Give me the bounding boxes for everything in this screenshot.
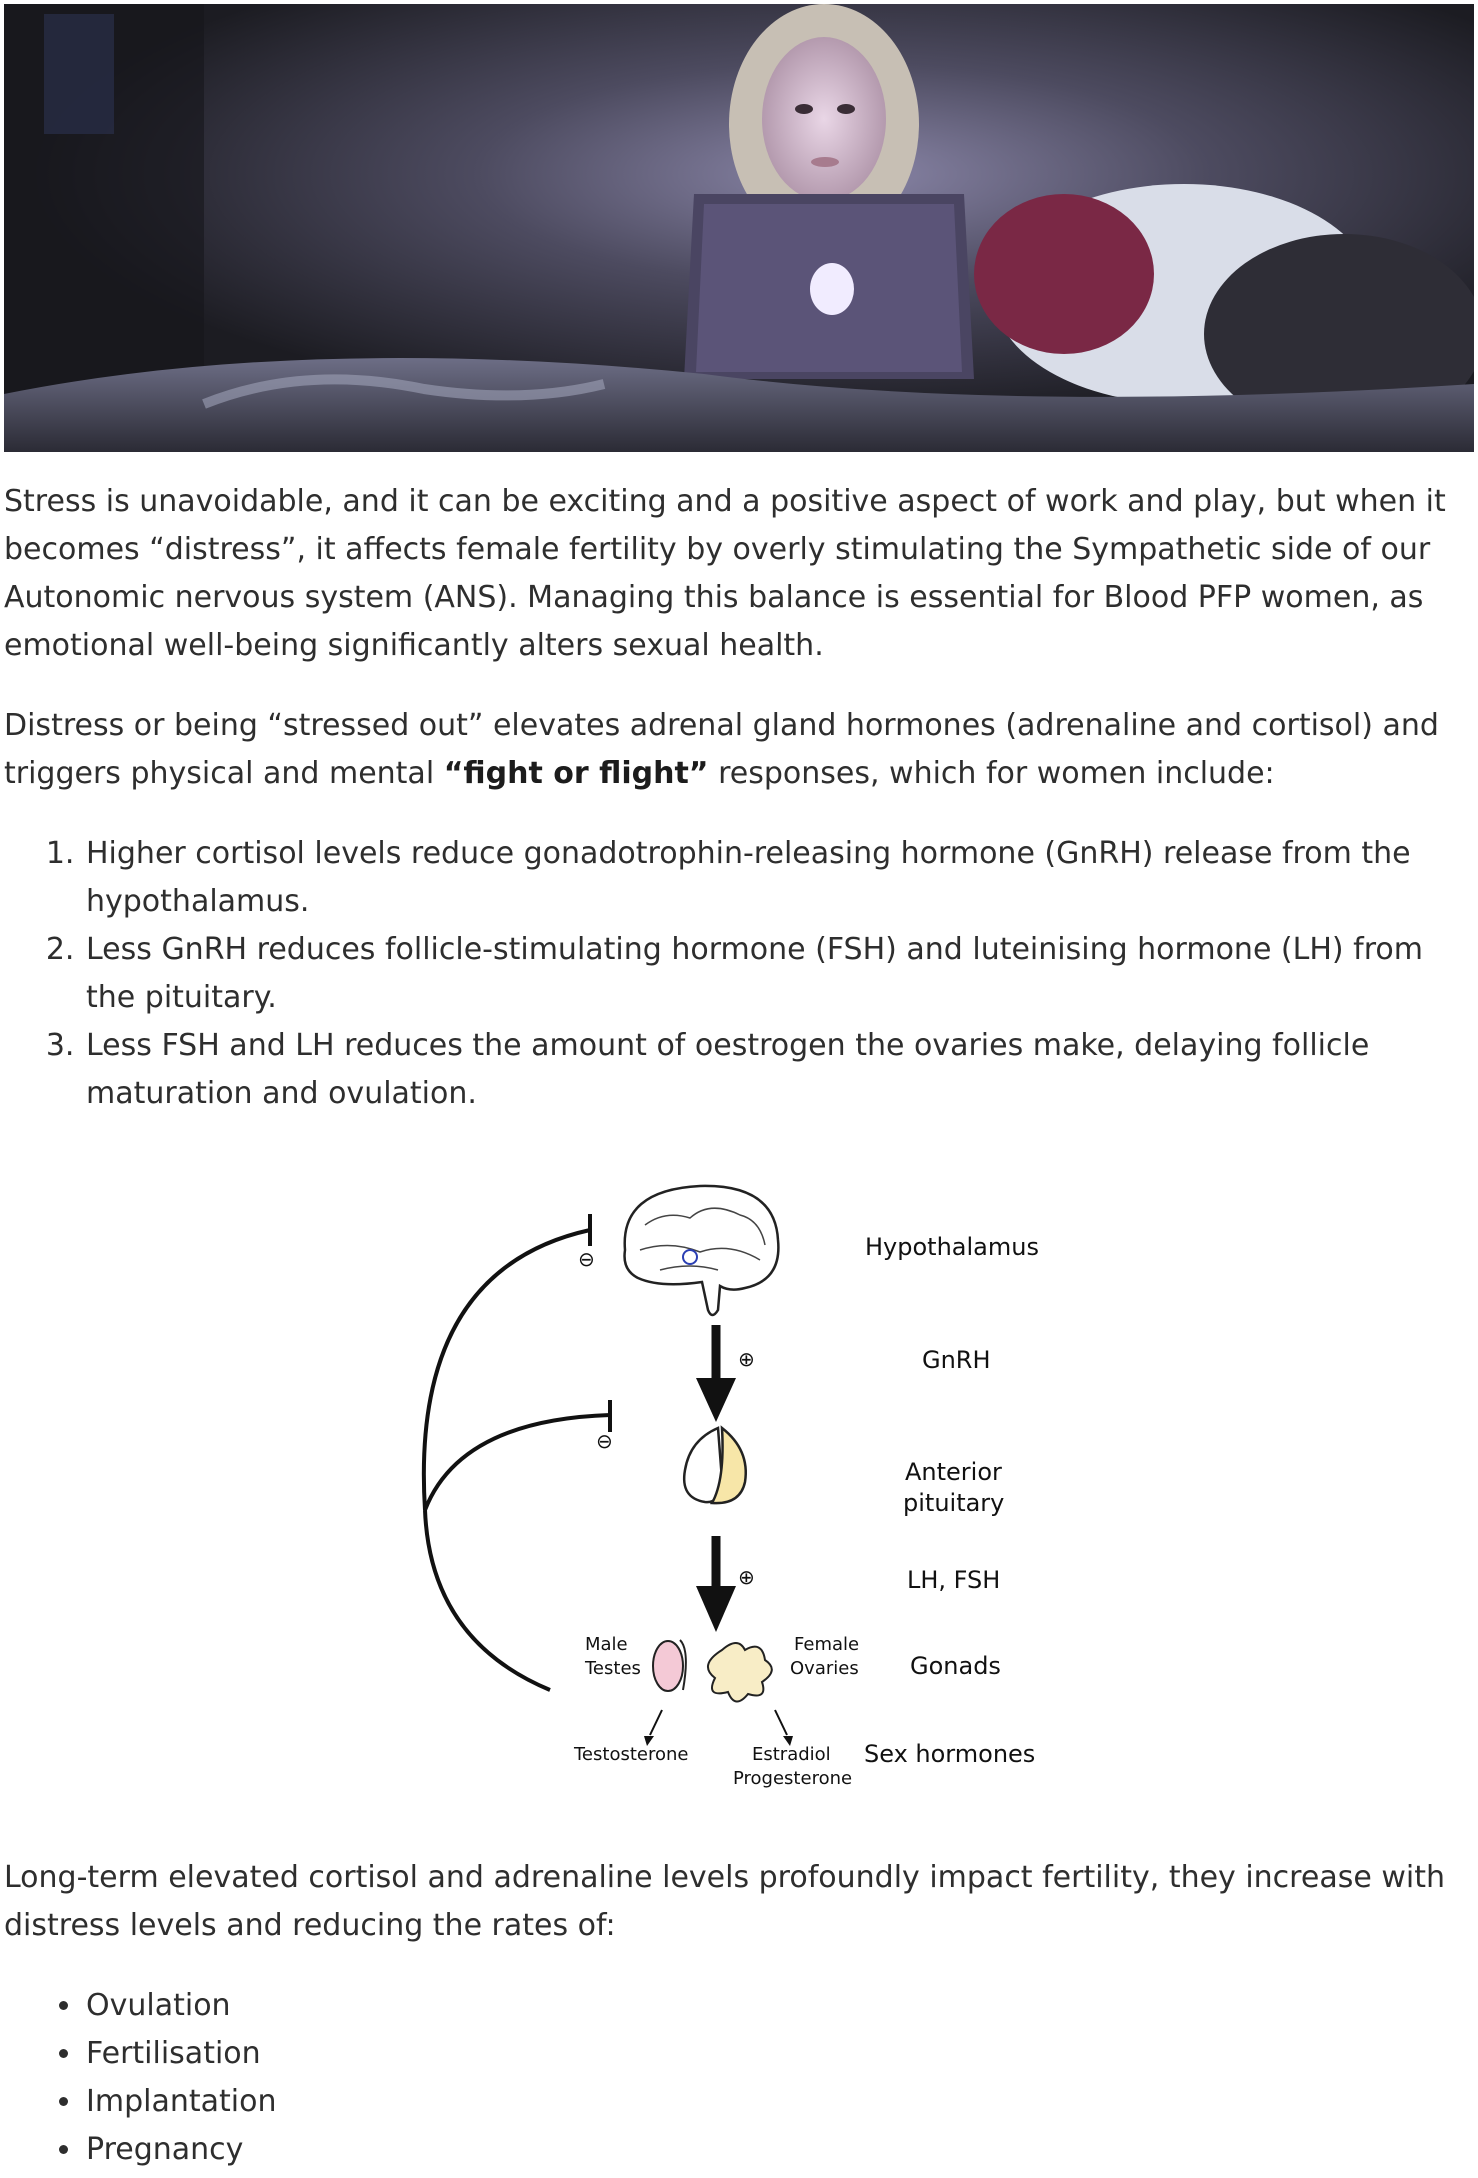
list-item: • Implantation: [84, 2078, 1472, 2126]
hypothalamus-label: Hypothalamus: [865, 1233, 1039, 1261]
testosterone-label: Testosterone: [574, 1744, 689, 1765]
second-paragraph: [4, 702, 1472, 798]
gonads-label: Gonads: [910, 1652, 1001, 1680]
second-paragraph-end: responses, which for women include:: [708, 756, 1275, 791]
list-item: • Fertilisation: [84, 2030, 1472, 2078]
list-item: 3. Less FSH and LH reduces the amount of oestrogen the ovaries make, delaying follicle maturation and ovulation.: [84, 1022, 1472, 1118]
woman-laptop-photo: [4, 4, 1474, 452]
fertility-outcomes-list: [4, 1982, 1472, 2174]
hpg-axis-svg: [400, 1170, 1100, 1820]
pituitary-label: pituitary: [903, 1489, 1005, 1517]
anterior-label: Anterior: [905, 1458, 1002, 1486]
stress-effects-list: [4, 830, 1472, 1118]
estradiol-label: Estradiol: [752, 1744, 831, 1765]
pituitary-icon: [684, 1428, 746, 1503]
female-label: Female: [794, 1634, 860, 1655]
fight-or-flight-emphasis: “fight or flight”: [443, 756, 709, 791]
list-item: 1. Higher cortisol levels reduce gonadotrophin-releasing hormone (GnRH) release from the hypothalamus.: [84, 830, 1472, 926]
hpg-axis-diagram: [400, 1170, 1100, 1820]
progesterone-label: Progesterone: [733, 1768, 853, 1789]
list-item: • Pregnancy: [84, 2126, 1472, 2174]
male-label: Male: [585, 1634, 628, 1655]
ovaries-icon: [708, 1643, 772, 1702]
list-item: 2. Less GnRH reduces follicle-stimulating hormone (FSH) and luteinising hormone (LH) from the pituitary.: [84, 926, 1472, 1022]
testes-icon: [653, 1641, 683, 1691]
sex-hormones-label: Sex hormones: [864, 1740, 1036, 1768]
lh-fsh-label: LH, FSH: [907, 1566, 1001, 1594]
plus-sign-2: ⊕: [738, 1565, 755, 1589]
closing-paragraph: Long-term elevated cortisol and adrenaline levels profoundly impact fertility, they increase with distress levels and reducing the rates of:: [4, 1860, 1445, 1943]
arrow-down-icon: [696, 1586, 736, 1632]
minus-sign-1: ⊖: [578, 1247, 595, 1271]
plus-sign-1: ⊕: [738, 1347, 755, 1371]
list-item: • Ovulation: [84, 1982, 1472, 2030]
ovaries-label: Ovaries: [790, 1658, 859, 1679]
minus-sign-2: ⊖: [596, 1429, 613, 1453]
brain-icon: [625, 1186, 779, 1315]
second-paragraph-start: Distress or being “stressed out” elevates adrenal gland hormones (adrenaline and cortisol) and triggers physical and mental: [4, 708, 1439, 791]
hero-image: [4, 4, 1474, 452]
closing-section: [4, 1854, 1472, 2174]
arrow-down-icon: [696, 1378, 736, 1422]
gnrh-label: GnRH: [922, 1346, 991, 1374]
testes-label: Testes: [585, 1658, 641, 1679]
intro-paragraph: Stress is unavoidable, and it can be exciting and a positive aspect of work and play, but when it becomes “distress”, it affects female fertility by overly stimulating the Sympathetic side of our Autonomic nervous system (ANS). Managing this balance is essential for Blood PFP women, as emotional well-being significantly alters sexual health.: [4, 484, 1446, 663]
article-body: [4, 478, 1472, 1118]
